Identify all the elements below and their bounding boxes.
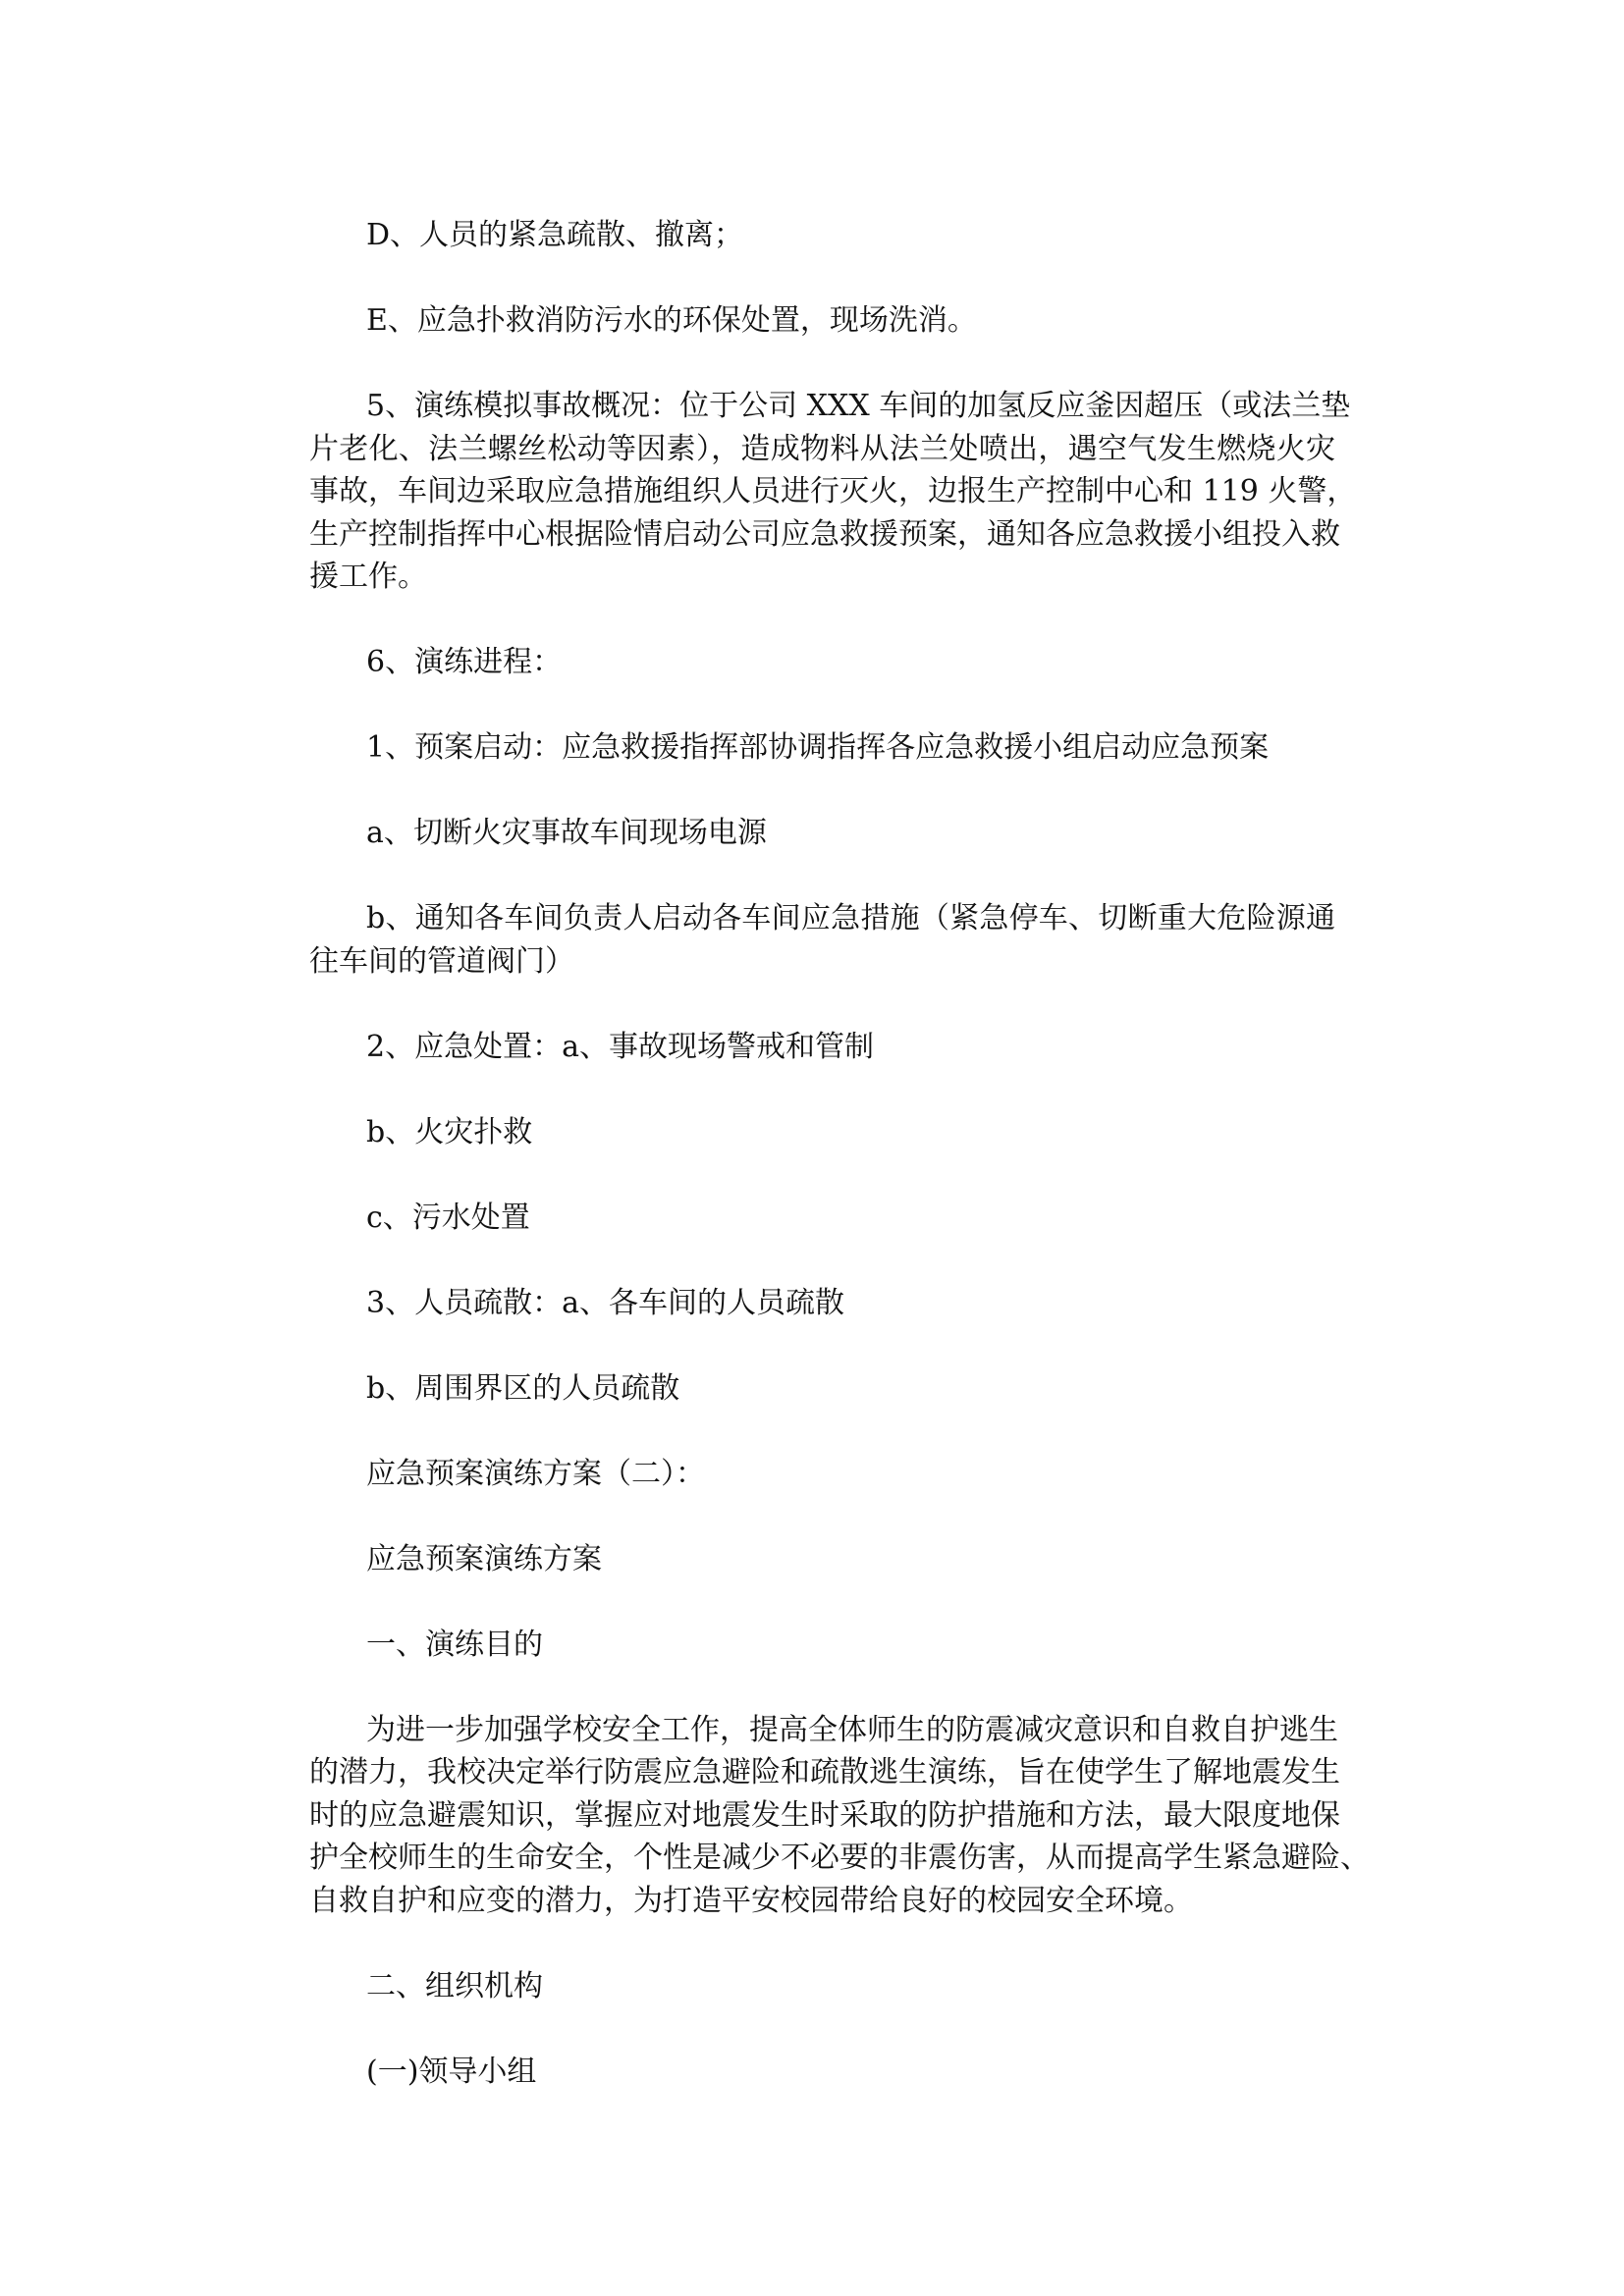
paragraph xyxy=(309,299,1335,343)
text-line: 自救自护和应变的潜力，为打造平安校园带给良好的校园安全环境。 xyxy=(309,1883,1193,1918)
text-line: b、火灾扑救 xyxy=(366,1114,533,1149)
text-line: 应急预案演练方案（二）： xyxy=(366,1456,705,1491)
text-line: a、切断火灾事故车间现场电源 xyxy=(366,816,767,850)
text-line: b、周围界区的人员疏散 xyxy=(366,1370,680,1406)
paragraph xyxy=(309,2051,1335,2094)
text-line: (一)领导小组 xyxy=(366,2054,537,2089)
text-line: 2、应急处置：a、事故现场警戒和管制 xyxy=(366,1029,874,1064)
paragraph xyxy=(309,641,1335,684)
text-line: 二、组织机构 xyxy=(366,1968,543,2003)
text-line: 时的应急避震知识，掌握应对地震发生时采取的防护措施和方法，最大限度地保 xyxy=(309,1797,1340,1833)
paragraph xyxy=(309,1453,1335,1496)
text-line: 应急预案演练方案 xyxy=(366,1541,602,1576)
text-line: 事故，车间边采取应急措施组织人员进行灭火，边报生产控制中心和 119 火警， xyxy=(309,474,1357,508)
paragraph xyxy=(309,1026,1335,1069)
text-line: b、通知各车间负责人启动各车间应急措施（紧急停车、切断重大危险源通 xyxy=(366,901,1335,935)
paragraph xyxy=(309,1709,1370,1923)
paragraph xyxy=(309,1111,1335,1154)
text-line: 1、预案启动：应急救援指挥部协调指挥各应急救援小组启动应急预案 xyxy=(366,730,1270,765)
text-line: 生产控制指挥中心根据险情启动公司应急救援预案，通知各应急救援小组投入救 xyxy=(309,516,1340,552)
text-line: 一、演练目的 xyxy=(366,1627,543,1662)
text-line: 6、演练进程： xyxy=(366,645,563,679)
text-line: 的潜力，我校决定举行防震应急避险和疏散逃生演练，旨在使学生了解地震发生 xyxy=(309,1755,1340,1789)
paragraph xyxy=(309,1624,1335,1667)
paragraph xyxy=(309,1965,1335,2008)
text-line: 5、演练模拟事故概况：位于公司 XXX 车间的加氢反应釜因超压（或法兰垫 xyxy=(366,389,1351,423)
text-line: E、应急扑救消防污水的环保处置，现场洗消。 xyxy=(366,303,977,338)
text-line: 往车间的管道阀门） xyxy=(309,943,574,979)
text-line: 护全校师生的生命安全，个性是减少不必要的非震伤害，从而提高学生紧急避险、 xyxy=(309,1841,1370,1875)
paragraph xyxy=(309,726,1335,770)
paragraph xyxy=(309,385,1357,599)
paragraph xyxy=(309,1538,1335,1581)
text-line: 片老化、法兰螺丝松动等因素），造成物料从法兰处喷出，遇空气发生燃烧火灾 xyxy=(309,431,1335,466)
paragraph xyxy=(309,214,1335,257)
paragraph xyxy=(309,1282,1335,1325)
text-line: 3、人员疏散：a、各车间的人员疏散 xyxy=(366,1285,844,1320)
text-line: D、人员的紧急疏散、撤离； xyxy=(366,218,744,252)
document-page xyxy=(309,214,1370,2136)
paragraph xyxy=(309,1367,1335,1411)
text-line: 援工作。 xyxy=(309,560,427,594)
text-line: 为进一步加强学校安全工作，提高全体师生的防震减灾意识和自救自护逃生 xyxy=(366,1712,1338,1747)
paragraph xyxy=(309,897,1335,983)
paragraph xyxy=(309,812,1335,855)
text-line: c、污水处置 xyxy=(366,1200,530,1235)
paragraph xyxy=(309,1197,1335,1240)
